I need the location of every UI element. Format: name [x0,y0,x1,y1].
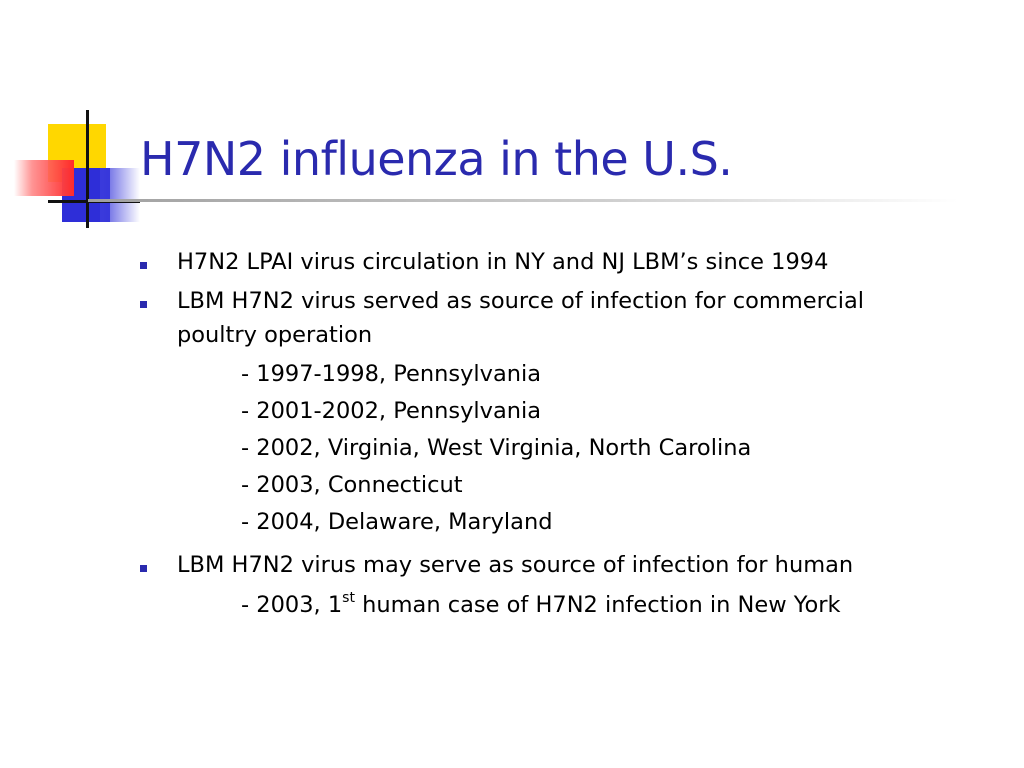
bullet-marker-icon [140,262,147,269]
sub-item-prefix: - 2003, 1 [241,592,343,618]
sub-item-suffix: human case of H7N2 infection in New York [354,592,841,618]
sub-item: - 2001-2002, Pennsylvania [241,398,542,424]
slide-title: H7N2 influenza in the U.S. [140,132,733,186]
sub-item: - 2002, Virginia, West Virginia, North Carolina [241,435,752,461]
bullet-text-continued: poultry operation [177,322,373,348]
sub-item: - 1997-1998, Pennsylvania [241,361,542,387]
sub-item: - 2004, Delaware, Maryland [241,509,553,535]
sub-item: - 2003, Connecticut [241,472,463,498]
bullet-marker-icon [140,565,147,572]
ordinal-superscript: st [342,589,355,606]
sub-item [241,589,841,618]
bullet-text: LBM H7N2 virus served as source of infection for commercial [177,288,865,314]
bullet-marker-icon [140,301,147,308]
bullet-text: LBM H7N2 virus may serve as source of infection for human [177,552,854,578]
bullet-text: H7N2 LPAI virus circulation in NY and NJ LBM’s since 1994 [177,249,829,275]
